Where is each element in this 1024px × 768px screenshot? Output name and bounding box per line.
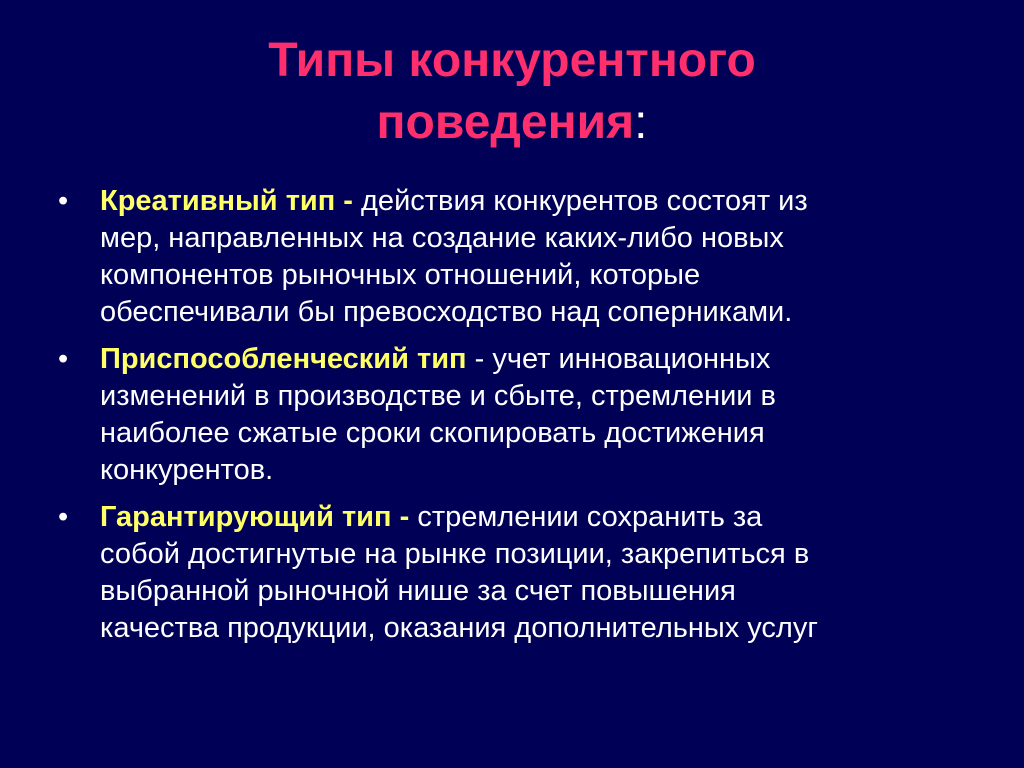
bullet-list [58, 183, 988, 657]
bullet-line: собой достигнутые на рынке позиции, закрепиться в [100, 538, 810, 570]
bullet-line: наиболее сжатые сроки скопировать достижения [100, 417, 765, 449]
title-colon: : [634, 96, 648, 149]
bullet-line: изменений в производстве и сбыте, стремлении в [100, 380, 776, 412]
bullet-line [100, 183, 988, 220]
bullet-item-adaptive [58, 341, 988, 489]
bullet-line: компонентов рыночных отношений, которые [100, 259, 701, 291]
bullet-text: - учет инновационных [474, 343, 771, 375]
title-line-2 [0, 92, 1024, 154]
bullet-line [100, 341, 988, 378]
bullet-text: стремлении сохранить за [417, 501, 763, 533]
bullet-line [100, 499, 988, 536]
bullet-term: Креативный тип - [100, 185, 362, 217]
bullet-line: обеспечивали бы превосходство над соперниками. [100, 296, 793, 328]
title-line-1: Типы конкурентного [268, 34, 756, 87]
title-line-2-text: поведения [376, 96, 635, 149]
bullet-text: действия конкурентов состоят из [361, 185, 808, 217]
bullet-line: мер, направленных на создание каких-либо новых [100, 222, 784, 254]
slide-title [0, 30, 1024, 154]
bullet-line: выбранной рыночной нише за счет повышения [100, 575, 736, 607]
bullet-item-guaranteeing [58, 499, 988, 647]
bullet-term: Гарантирующий тип - [100, 501, 418, 533]
bullet-term: Приспособленческий тип [100, 343, 475, 375]
bullet-line: качества продукции, оказания дополнительных услуг [100, 612, 818, 644]
bullet-line: конкурентов. [100, 454, 274, 486]
bullet-dot-icon: • [58, 185, 69, 217]
bullet-dot-icon: • [58, 343, 69, 375]
bullet-item-creative [58, 183, 988, 331]
bullet-dot-icon: • [58, 501, 69, 533]
